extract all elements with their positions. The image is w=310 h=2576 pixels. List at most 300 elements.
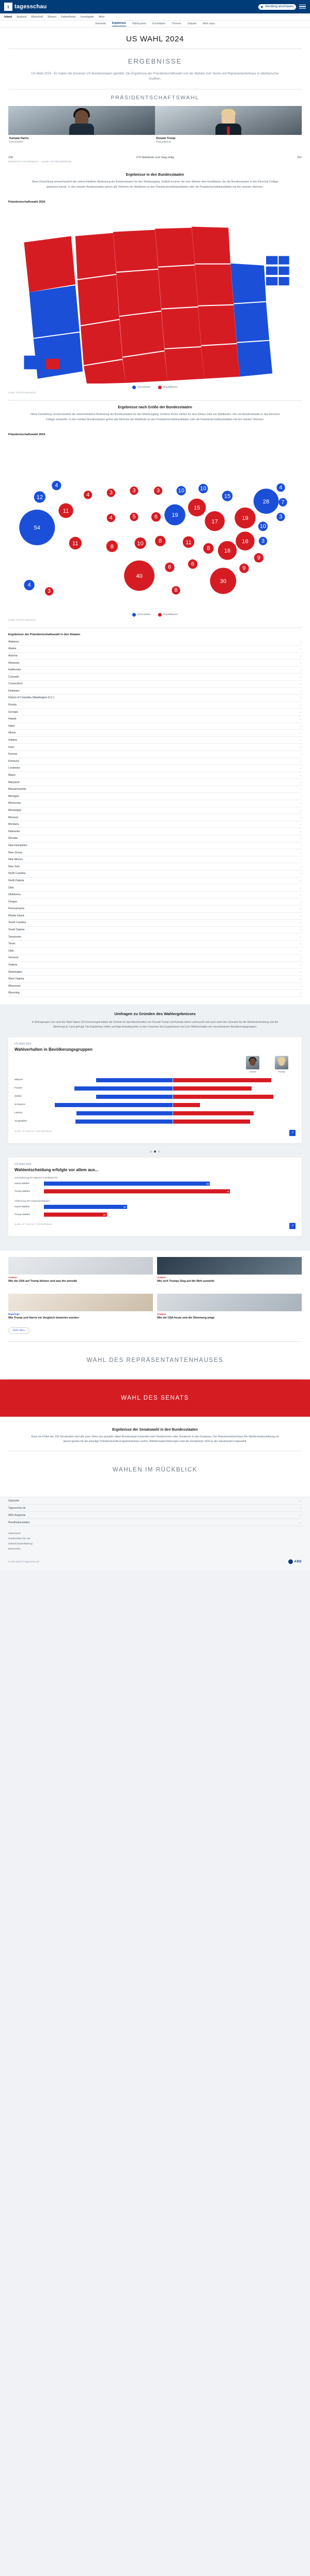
- map1-label: Präsidentschaftswahl 2024: [8, 200, 45, 204]
- teaser-image-3: [8, 1294, 153, 1311]
- state-row[interactable]: [8, 842, 302, 850]
- candidate-name: Donald Trump: [156, 137, 176, 141]
- surveys-intro: In Befragungen von rund der Wahl haben US-Forschungsinstitute die Gründe für das Abschneiden von Donald Trump und Kamala Harris untersucht und auch nach den Gründen für die Wahlentscheidung und die Stimmung im Land gefragt. Die Ergebnisse helfen wichtige Anhaltspunkte zu den Ursachen des Ergebnisses und zum Wahlverhalten der verschiedenen Bevölkerungsgruppen.: [32, 1020, 278, 1029]
- state-name: Texas: [8, 942, 16, 946]
- state-row[interactable]: [8, 941, 302, 948]
- chevron-down-icon: ⌄: [299, 872, 302, 876]
- svg-text:10: 10: [259, 523, 267, 530]
- bar-row: [14, 1117, 296, 1126]
- state-name: Colorado: [8, 675, 20, 679]
- page-title: US WAHL 2024: [126, 35, 184, 43]
- map2-legend: [0, 611, 310, 618]
- svg-text:30: 30: [220, 578, 227, 585]
- chevron-down-icon: ⌄: [299, 984, 302, 988]
- carousel-dot-active[interactable]: [154, 1151, 156, 1153]
- nav-item-ausland[interactable]: Ausland: [17, 15, 27, 19]
- chevron-down-icon: ⌄: [299, 949, 302, 953]
- state-name: Arizona: [8, 654, 18, 657]
- card2-group-1: [14, 1176, 296, 1195]
- senate-states-title: Ergebnisse der Senatswahl in den Bundesstaaten: [112, 1428, 198, 1432]
- chevron-down-icon: ⌄: [299, 837, 302, 840]
- card1-kicker: US-Wahl 2024: [14, 1042, 32, 1046]
- size-text-block: [0, 401, 310, 428]
- teaser-image-4: [157, 1294, 302, 1311]
- state-row[interactable]: [8, 969, 302, 976]
- svg-text:8: 8: [159, 538, 162, 544]
- svg-text:8: 8: [207, 545, 210, 551]
- bar-value-rep: 15: [174, 1107, 177, 1110]
- teaser-card[interactable]: [157, 1294, 302, 1320]
- map-choropleth[interactable]: [0, 206, 310, 384]
- svg-text:6: 6: [191, 561, 195, 568]
- chevron-down-icon: ⌄: [299, 956, 302, 960]
- teaser-image-1: [8, 1257, 153, 1275]
- chevron-down-icon: ⌄: [299, 865, 302, 868]
- teaser-tag: Reportage: [8, 1312, 20, 1315]
- archive-section: [0, 1451, 310, 1489]
- legend-trump: [274, 1056, 289, 1073]
- svg-text:11: 11: [72, 540, 79, 547]
- state-row[interactable]: [8, 955, 302, 962]
- share-icon[interactable]: ↗: [289, 1223, 296, 1229]
- chevron-down-icon: ⌄: [299, 942, 302, 946]
- state-name: Maryland: [8, 780, 20, 784]
- chevron-down-icon: ⌄: [299, 759, 302, 763]
- state-row[interactable]: [8, 828, 302, 835]
- svg-text:3: 3: [132, 487, 136, 494]
- state-name: Alaska: [8, 647, 17, 651]
- state-name: Nebraska: [8, 830, 20, 833]
- bar-row: [14, 1093, 296, 1101]
- bar-group-label: Harris-Wähler: [14, 1205, 30, 1208]
- map-bubble-svg: [8, 438, 302, 611]
- state-row[interactable]: [8, 856, 302, 864]
- svg-text:4: 4: [109, 514, 113, 521]
- teaser-row-1: [0, 1251, 310, 1287]
- live-stream-button[interactable]: [258, 4, 296, 10]
- bar-value-dem: 83: [55, 1107, 58, 1110]
- burger-icon[interactable]: [299, 5, 306, 9]
- svg-text:19: 19: [172, 512, 178, 518]
- bar-value-dem: 54: [76, 1124, 79, 1127]
- more-button[interactable]: Mehr dazu: [8, 1327, 29, 1334]
- state-row[interactable]: [8, 962, 302, 969]
- chevron-down-icon: ⌄: [299, 802, 302, 805]
- chevron-down-icon: ⌄: [299, 731, 302, 735]
- tab-wahlsystem[interactable]: Wahlsystem: [132, 22, 147, 25]
- card1-footer: [14, 1130, 296, 1136]
- map1-source: Quelle: AP/ARD-Wahlstudio: [8, 391, 36, 394]
- bar-row: [14, 1211, 296, 1219]
- nav-item-wissen[interactable]: Wissen: [48, 15, 57, 19]
- svg-text:4: 4: [27, 581, 31, 588]
- card1-title: Wahlverhalten in Bevölkerungsgruppen: [14, 1047, 92, 1052]
- chevron-down-icon: ⌄: [299, 823, 302, 826]
- copyright: © ARD-aktuell / tagesschau.de: [8, 1560, 39, 1563]
- teaser-tag: Analyse: [8, 1276, 17, 1279]
- chevron-down-icon: ⌄: [299, 724, 302, 728]
- electors-threshold: 270 Wahlleute zum Sieg nötig: [136, 156, 174, 160]
- state-row[interactable]: [8, 695, 302, 702]
- legend-label-rep: Republikaner: [163, 386, 178, 389]
- teaser-row-2: [0, 1287, 310, 1324]
- footer-bottom: [0, 1555, 310, 1571]
- brand-name: tagesschau: [14, 4, 47, 10]
- svg-text:16: 16: [242, 538, 249, 545]
- nav-item-mehr[interactable]: Mehr: [98, 15, 105, 19]
- chevron-down-icon: ⌄: [299, 654, 302, 657]
- state-row[interactable]: [8, 744, 302, 751]
- chevron-down-icon: ⌄: [299, 703, 302, 707]
- svg-text:40: 40: [136, 573, 143, 579]
- state-row[interactable]: [8, 702, 302, 709]
- state-row[interactable]: [8, 878, 302, 885]
- state-name: Kentucky: [8, 759, 20, 763]
- tab-zeitplan[interactable]: Zeitplan: [187, 22, 197, 25]
- state-name: North Carolina: [8, 872, 26, 876]
- state-row[interactable]: [8, 913, 302, 920]
- chevron-down-icon: ⌄: [299, 794, 302, 798]
- footer-link[interactable]: Datenschutzerklärung: [8, 1543, 33, 1546]
- state-row[interactable]: [8, 919, 302, 927]
- card2-title: Wahlentscheidung erfolgte vor allem aus...: [14, 1167, 99, 1172]
- svg-text:7: 7: [281, 499, 285, 505]
- svg-text:9: 9: [257, 555, 260, 561]
- teaser-title: Wie die USA heute und die Stimmung prägt: [157, 1316, 214, 1320]
- state-row[interactable]: [8, 884, 302, 892]
- state-name: Vermont: [8, 956, 19, 960]
- state-row[interactable]: [8, 948, 302, 955]
- electors-block-title: Ergebnisse in den Bundesstaaten: [126, 173, 184, 177]
- state-name: Connecticut: [8, 682, 23, 686]
- state-row[interactable]: [8, 751, 302, 758]
- svg-text:15: 15: [193, 504, 200, 511]
- electors-block-text: Diese Darstellung veranschaulicht die unterschiedliche Bedeutung der Bundesstaaten für den Wahlausgang. Gefärbt ist jener der eine Stimme dem Kandidaten, der die Bundesstaaten in den Electoral College gewinnen konnte. In den meisten Bundesstaaten gehen alle Stimmen der Wahlleute an den Präsidentschaftskandidaten oder die Präsidentschaftskandidatin mit den meisten Stimmen.: [32, 180, 278, 189]
- state-name: Rhode Island: [8, 914, 24, 917]
- senate-section: [0, 1379, 310, 1417]
- svg-text:3: 3: [109, 489, 113, 496]
- state-row[interactable]: [8, 660, 302, 667]
- electors-bar-labels: [0, 155, 310, 159]
- legend-item-rep: [158, 613, 178, 617]
- state-name: Louisiana: [8, 766, 20, 770]
- card1-bars: [14, 1076, 296, 1126]
- footer-row[interactable]: [8, 1505, 302, 1512]
- state-row[interactable]: [8, 765, 302, 772]
- chevron-down-icon: ⌄: [299, 640, 302, 643]
- state-row[interactable]: [8, 673, 302, 681]
- svg-text:4: 4: [86, 492, 90, 498]
- state-row[interactable]: [8, 653, 302, 660]
- chevron-down-icon: ⌄: [299, 1513, 302, 1517]
- play-icon: ▶: [261, 5, 264, 9]
- state-row[interactable]: [8, 976, 302, 983]
- candidate-party: Demokraten: [9, 141, 24, 144]
- bar-value-rep: 43: [174, 1124, 177, 1127]
- state-name: Indiana: [8, 739, 18, 742]
- bar-category: Männer: [14, 1079, 23, 1082]
- state-name: Mississippi: [8, 808, 22, 812]
- brand-logo[interactable]: [4, 3, 47, 11]
- chevron-down-icon: ⌄: [299, 753, 302, 756]
- results-heading: ERGEBNISSE: [128, 57, 182, 65]
- card2-category-1: Unterstützung für eigene/n Kandidaten/in: [14, 1176, 58, 1179]
- bar-row: [14, 1084, 296, 1093]
- state-row[interactable]: [8, 835, 302, 842]
- footer-link[interactable]: Barrierefrei: [8, 1548, 21, 1551]
- state-name: Wisconsin: [8, 984, 21, 988]
- chevron-down-icon: ⌄: [299, 788, 302, 791]
- state-row[interactable]: [8, 681, 302, 688]
- footer-link[interactable]: Impressum: [8, 1532, 21, 1536]
- state-row[interactable]: [8, 814, 302, 821]
- nav-item-investigativ[interactable]: Investigativ: [80, 15, 94, 19]
- secondary-nav: [0, 21, 310, 27]
- states-list-label: Ergebnisse der Präsidentschaftswahl in den Staaten: [8, 633, 81, 637]
- size-block-text: Diese Darstellung veranschaulicht die unterschiedliche Bedeutung der Bundesstaaten für den Wahlausgang. Größere Kreise stehen für eine höhere Zahl von Wahlleuten. Die von Bundesstaaten in das Electoral College entsandte. In den meisten Bundesstaaten gehen alle Stimmen der Wahlleute an den Präsidentschaftskandidaten oder die Präsidentschaftskandidatin mit den meisten Stimmen.: [30, 413, 280, 422]
- bar-value: 66: [206, 1182, 209, 1185]
- results-heading-wrap: [0, 49, 310, 68]
- footer-row-label: Tagesschau.de: [8, 1506, 26, 1510]
- state-name: New Mexico: [8, 858, 23, 862]
- state-row[interactable]: [8, 807, 302, 815]
- map-bubble[interactable]: [0, 438, 310, 611]
- bar-value-rep: 56: [174, 1099, 177, 1102]
- top-bar: [0, 0, 310, 13]
- chevron-down-icon: ⌄: [299, 766, 302, 770]
- portrait-trump-small: [275, 1056, 288, 1069]
- electors-text-block: [0, 168, 310, 196]
- svg-text:10: 10: [200, 485, 207, 492]
- ard-dot-icon: [288, 1559, 293, 1564]
- legend-item-rep: [158, 386, 178, 389]
- house-section: [0, 1342, 310, 1379]
- top-bar-right: [258, 4, 306, 10]
- bar-value-rep: 55: [174, 1082, 177, 1085]
- teaser-title: Wie sich Trumps Sieg auf die Welt auswirkt: [157, 1279, 214, 1283]
- state-row[interactable]: [8, 849, 302, 856]
- state-row[interactable]: [8, 758, 302, 765]
- svg-text:11: 11: [185, 539, 192, 546]
- legend-label-dem: Demokraten: [137, 386, 151, 389]
- chevron-down-icon: ⌄: [299, 900, 302, 903]
- chevron-down-icon: ⌄: [299, 1506, 302, 1510]
- state-name: Iowa: [8, 745, 14, 749]
- footer-row[interactable]: [8, 1497, 302, 1505]
- svg-text:8: 8: [174, 587, 178, 593]
- ard-logo[interactable]: [288, 1559, 302, 1564]
- nav-item-faktenfinder[interactable]: Faktenfinder: [61, 15, 76, 19]
- carousel-dot[interactable]: [158, 1151, 160, 1153]
- bar-category: Weiße: [14, 1095, 22, 1098]
- state-row[interactable]: [8, 716, 302, 723]
- portrait-harris-small: [246, 1056, 259, 1069]
- state-name: Hawaii: [8, 717, 17, 721]
- state-row[interactable]: [8, 892, 302, 899]
- presidential-heading: PRÄSIDENTSCHAFTSWAHL: [111, 95, 199, 101]
- legend-swatch-dem: [132, 613, 136, 617]
- state-row[interactable]: [8, 983, 302, 990]
- footer-row-label: Startseite: [8, 1499, 20, 1502]
- state-row[interactable]: [8, 793, 302, 800]
- svg-text:3: 3: [261, 538, 265, 544]
- bar-row: [14, 1109, 296, 1117]
- state-row[interactable]: [8, 723, 302, 730]
- state-row[interactable]: [8, 737, 302, 744]
- state-row[interactable]: [8, 646, 302, 653]
- state-name: New York: [8, 865, 20, 868]
- nav-item-inland[interactable]: Inland: [4, 15, 12, 19]
- senate-text-block: [0, 1417, 310, 1451]
- card2-category-2: Ablehnung des Gegenkandidaten: [14, 1199, 50, 1202]
- svg-text:8: 8: [110, 543, 114, 550]
- chevron-down-icon: ⌄: [299, 858, 302, 862]
- logo-mark: t: [4, 3, 12, 11]
- state-name: Missouri: [8, 816, 19, 819]
- footer-row-label: ARD-Angebote: [8, 1513, 26, 1517]
- size-block-title: Ergebnisse nach Größe der Bundesstaaten: [118, 406, 192, 410]
- state-name: Nevada: [8, 837, 18, 840]
- state-row[interactable]: [8, 800, 302, 807]
- state-row[interactable]: [8, 906, 302, 913]
- candidate-name: Kamala Harris: [9, 137, 29, 141]
- carousel-dot[interactable]: [150, 1151, 152, 1153]
- svg-text:3: 3: [48, 588, 51, 594]
- legend-name-harris: Harris: [249, 1070, 256, 1073]
- chevron-down-icon: ⌄: [299, 780, 302, 784]
- senate-heading: WAHL DES SENATS: [121, 1394, 189, 1401]
- state-row[interactable]: [8, 786, 302, 793]
- electors-bar-note: Mehrheit bei 270 Wahlleuten — Quelle: AP/ARD-Wahlstudio: [8, 160, 72, 163]
- state-name: Virginia: [8, 963, 18, 967]
- chart-card-vote-motivation: [8, 1158, 302, 1236]
- archive-heading: WAHLEN IM RÜCKBLICK: [112, 1467, 198, 1474]
- share-icon[interactable]: ↗: [289, 1130, 296, 1136]
- tab-themen[interactable]: Themen: [172, 22, 181, 25]
- footer: [0, 1497, 310, 1571]
- states-accordion: [0, 638, 310, 996]
- state-name: Ohio: [8, 886, 14, 890]
- state-row[interactable]: [8, 730, 302, 737]
- tab-ergebnisse[interactable]: Ergebnisse: [112, 22, 126, 26]
- card2-footer: [14, 1223, 296, 1229]
- teaser-card[interactable]: [157, 1257, 302, 1283]
- state-row[interactable]: [8, 772, 302, 779]
- state-row[interactable]: [8, 898, 302, 906]
- state-row[interactable]: [8, 638, 302, 646]
- teaser-card[interactable]: [8, 1257, 153, 1283]
- surveys-heading: Umfragen zu Gründen des Wahlergebnisses: [114, 1011, 196, 1016]
- chevron-down-icon: ⌄: [299, 808, 302, 812]
- bar-category: Frauen: [14, 1087, 23, 1090]
- chevron-down-icon: ⌄: [299, 879, 302, 882]
- chevron-down-icon: ⌄: [299, 886, 302, 890]
- state-row[interactable]: [8, 688, 302, 695]
- legend-label-dem: Demokraten: [137, 614, 151, 617]
- bar-row: [14, 1203, 296, 1211]
- map1-legend: [0, 384, 310, 390]
- state-row[interactable]: [8, 933, 302, 941]
- chevron-down-icon: ⌄: [299, 851, 302, 854]
- chevron-down-icon: ⌄: [299, 668, 302, 672]
- candidate-pair: [0, 103, 310, 144]
- state-name: North Dakota: [8, 879, 24, 882]
- chevron-down-icon: ⌄: [299, 1521, 302, 1524]
- svg-text:6: 6: [154, 513, 158, 520]
- live-stream-label: Sendung anschauen: [265, 5, 293, 8]
- svg-text:9: 9: [242, 565, 246, 572]
- bar-group-label: Trump-Wähler: [14, 1213, 30, 1216]
- state-row[interactable]: [8, 821, 302, 829]
- chevron-down-icon: ⌄: [299, 977, 302, 981]
- house-heading: WAHL DES REPRÄSENTANTENHAUSES: [86, 1357, 224, 1363]
- state-row[interactable]: [8, 927, 302, 934]
- state-row[interactable]: [8, 863, 302, 870]
- state-name: Oregon: [8, 900, 18, 903]
- surveys-section: [0, 1004, 310, 1251]
- chevron-down-icon: ⌄: [299, 739, 302, 742]
- tab-mehr-dazu[interactable]: Mehr dazu: [203, 22, 215, 25]
- state-row[interactable]: [8, 779, 302, 786]
- teaser-tag: Analyse: [157, 1276, 166, 1279]
- tab-kandidaten[interactable]: Kandidaten: [152, 22, 166, 25]
- carousel-dots: [0, 1148, 310, 1153]
- chevron-down-icon: ⌄: [299, 935, 302, 939]
- teaser-card[interactable]: [8, 1294, 153, 1320]
- svg-text:19: 19: [242, 515, 249, 522]
- state-row[interactable]: [8, 870, 302, 878]
- bar-group-label: Harris-Wähler: [14, 1182, 30, 1185]
- footer-link[interactable]: Sendezeiten für uns: [8, 1538, 30, 1541]
- chevron-down-icon: ⌄: [299, 816, 302, 819]
- presidential-heading-wrap: [0, 89, 310, 103]
- state-name: Washington: [8, 970, 23, 974]
- teaser-tag: Analyse: [157, 1312, 166, 1315]
- svg-text:15: 15: [224, 493, 231, 500]
- legend-name-trump: Trump: [278, 1070, 285, 1073]
- bar-category: Latinos: [14, 1112, 23, 1115]
- state-name: Minnesota: [8, 802, 21, 805]
- state-row[interactable]: [8, 709, 302, 716]
- bar-value-dem: 42: [97, 1099, 100, 1102]
- state-name: Wyoming: [8, 991, 20, 995]
- chevron-down-icon: ⌄: [299, 774, 302, 777]
- candidate-trump: [155, 106, 302, 144]
- state-name: Massachusetts: [8, 788, 26, 791]
- bar-row: [14, 1076, 296, 1084]
- senate-states-text: Dass ein Drittel der 100 Senatssitze wird alle zwei Jahre neu gewählt; dabei Bundesstaat entsendet zwei Senatorinnen oder Senatoren in den Kongress. Der Repräsentantenhaus-Die Wahlkreisabschätzung ist darauf gewies für die jeweilige Präsidentschaft programmierbare vorher. Wahlkreisabschätzungen sind die Senatssitze 2024 in der Senatswahl vorgewählt.: [31, 1435, 279, 1444]
- legend-label-rep: Republikaner: [163, 614, 178, 617]
- electors-bar-chart: [0, 144, 310, 155]
- chevron-down-icon: ⌄: [299, 647, 302, 651]
- state-row[interactable]: [8, 667, 302, 674]
- state-row[interactable]: [8, 990, 302, 997]
- chevron-down-icon: ⌄: [299, 893, 302, 897]
- candidate-party: Republikaner: [156, 141, 172, 144]
- state-name: Alabama: [8, 640, 19, 643]
- portrait-trump: [155, 106, 302, 135]
- tab-startseite[interactable]: Startseite: [95, 22, 106, 25]
- nav-item-wirtschaft[interactable]: Wirtschaft: [31, 15, 43, 19]
- bar-value: 25: [103, 1213, 106, 1216]
- footer-row[interactable]: [8, 1512, 302, 1519]
- card1-legend: [14, 1056, 296, 1073]
- chevron-down-icon: ⌄: [299, 830, 302, 833]
- chevron-down-icon: ⌄: [299, 717, 302, 721]
- bar-value-dem: 54: [75, 1091, 78, 1094]
- results-subtext: US-Wahl 2024 - Es haben die proximen US-Bundesstaaten gewählt. Die Ergebnisse der Präsidentschaftswahl und der Wahlen zum Senat und Repräsentantenhaus in tabellarischer Grafiken.: [0, 68, 310, 89]
- footer-row[interactable]: [8, 1519, 302, 1526]
